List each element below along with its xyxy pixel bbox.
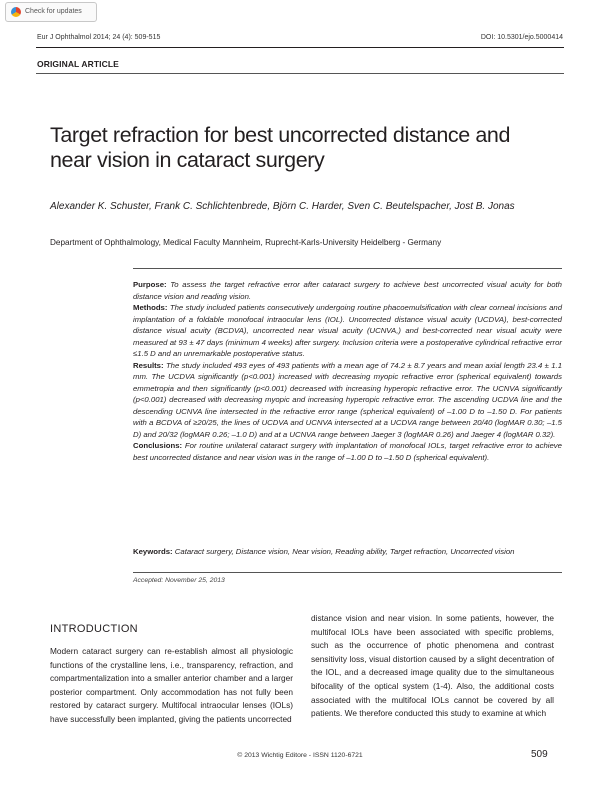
abstract xyxy=(133,279,562,463)
affiliation: Department of Ophthalmology, Medical Faculty Mannheim, Ruprecht-Karls-University Heidelberg - Germany xyxy=(50,238,442,247)
abstract-conclusions xyxy=(133,440,562,463)
conclusions-text: For routine unilateral cataract surgery with implantation of monofocal IOLs, target refractive error to achieve best uncorrected distance and near vision was in the range of –1.00 D to –1.50 D (spherical equivalent). xyxy=(133,441,562,462)
check-for-updates-label: Check for updates xyxy=(25,8,82,15)
abstract-bottom-rule xyxy=(133,572,562,573)
keywords-label: Keywords: xyxy=(133,547,173,556)
intro-column-1: Modern cataract surgery can re-establish almost all physiologic functions of the crystalline lens, i.e., transparency, refraction, and compartmentalization into a smaller anterior chamber and a larger posterior compartment. Only accommodation has not fully been restored by cataract surgery. Multifocal intraocular lenses (IOLs) have successfully been implanted, giving the patients uncorrected xyxy=(50,646,293,724)
abstract-results xyxy=(133,360,562,441)
results-text: The study included 493 eyes of 493 patients with a mean age of 74.2 ± 8.7 years and mean axial length 23.4 ± 1.1 mm. The UCDVA significantly (p<0.001) increased with decreasing myopic refractive error (spherical equivalent) towards emmetropia and then significantly (p<0.001) decreased with increasing hyperopic refractive error. The UCNVA significantly (p<0.001) decreased with decreasing myopic and increasing hyperopic refractive error. The ascending UCDVA line and the descending UCNVA line intersected in the refractive error range (spherical equivalent) of –1.00 D to –1.50 D. For patients with a BCDVA of ≥20/25, the lines of UCDVA and UCNVA intersected at a UCDVA range between 20/40 (logMAR 0.30; –1.5 D) and 20/32 (logMAR 0.26; –1.0 D) and at a UCNVA range between Jaeger 3 (logMAR 0.26) and Jaeger 4 (logMAR 0.32). xyxy=(133,360,563,439)
journal-citation: Eur J Ophthalmol 2014; 24 (4): 509-515 xyxy=(37,34,161,41)
purpose-text: To assess the target refractive error after cataract surgery to achieve best uncorrected visual acuity for both distance vision and reading vision. xyxy=(133,280,562,301)
intro-column-2: distance vision and near vision. In some patients, however, the multifocal IOLs have been associated with specific problems, such as the occurrence of photic phenomena and contrast sensitivity loss, visual distortion caused by a slight decentration of the IOL, and a decreased image quality due to the simultaneous bifocality of the optical system (1-4). Also, the additional costs associated with the multifocal IOLs cannot be covered by all patients. We therefore conducted this study to examine at which xyxy=(311,613,554,719)
check-for-updates-badge[interactable] xyxy=(5,2,97,22)
results-label: Results: xyxy=(133,360,164,370)
conclusions-label: Conclusions: xyxy=(133,441,183,450)
footer-copyright: © 2013 Wichtig Editore - ISSN 1120-6721 xyxy=(237,752,363,759)
abstract-purpose xyxy=(133,279,562,302)
introduction-heading: INTRODUCTION xyxy=(50,623,138,635)
page-number: 509 xyxy=(531,749,548,760)
article-title: Target refraction for best uncorrected distance and near vision in cataract surgery xyxy=(50,123,511,172)
authors: Alexander K. Schuster, Frank C. Schlichtenbrede, Björn C. Harder, Sven C. Beutelspacher, Jost B. Jonas xyxy=(50,201,515,212)
accepted-date: Accepted: November 25, 2013 xyxy=(133,577,225,584)
methods-label: Methods: xyxy=(133,303,168,312)
header-rule xyxy=(36,47,564,48)
keywords-text: Cataract surgery, Distance vision, Near vision, Reading ability, Target refraction, Uncorrected vision xyxy=(174,547,515,556)
crossmark-icon xyxy=(11,7,21,17)
abstract-top-rule xyxy=(133,268,562,269)
methods-text: The study included patients consecutively undergoing routine phacoemulsification with clear corneal incisions and implantation of a foldable monofocal intraocular lens (IOL). Uncorrected distance visual acuity (UCDVA), best-corrected distance visual acuity (BCDVA), uncorrected near visual acuity (UCNVA,) and best-corrected near visual acuity were measured at 93 ± 47 days (minimum 4 weeks) after surgery. Inclusion criteria were a postoperative cylindrical refractive error ≤1.5 D and an unremarkable postoperative status. xyxy=(133,303,563,358)
purpose-label: Purpose: xyxy=(133,280,167,289)
article-type-rule xyxy=(36,73,564,74)
doi[interactable]: DOI: 10.5301/ejo.5000414 xyxy=(480,34,563,41)
abstract-methods xyxy=(133,302,562,360)
article-type: ORIGINAL ARTICLE xyxy=(37,59,119,69)
keywords xyxy=(133,546,562,558)
